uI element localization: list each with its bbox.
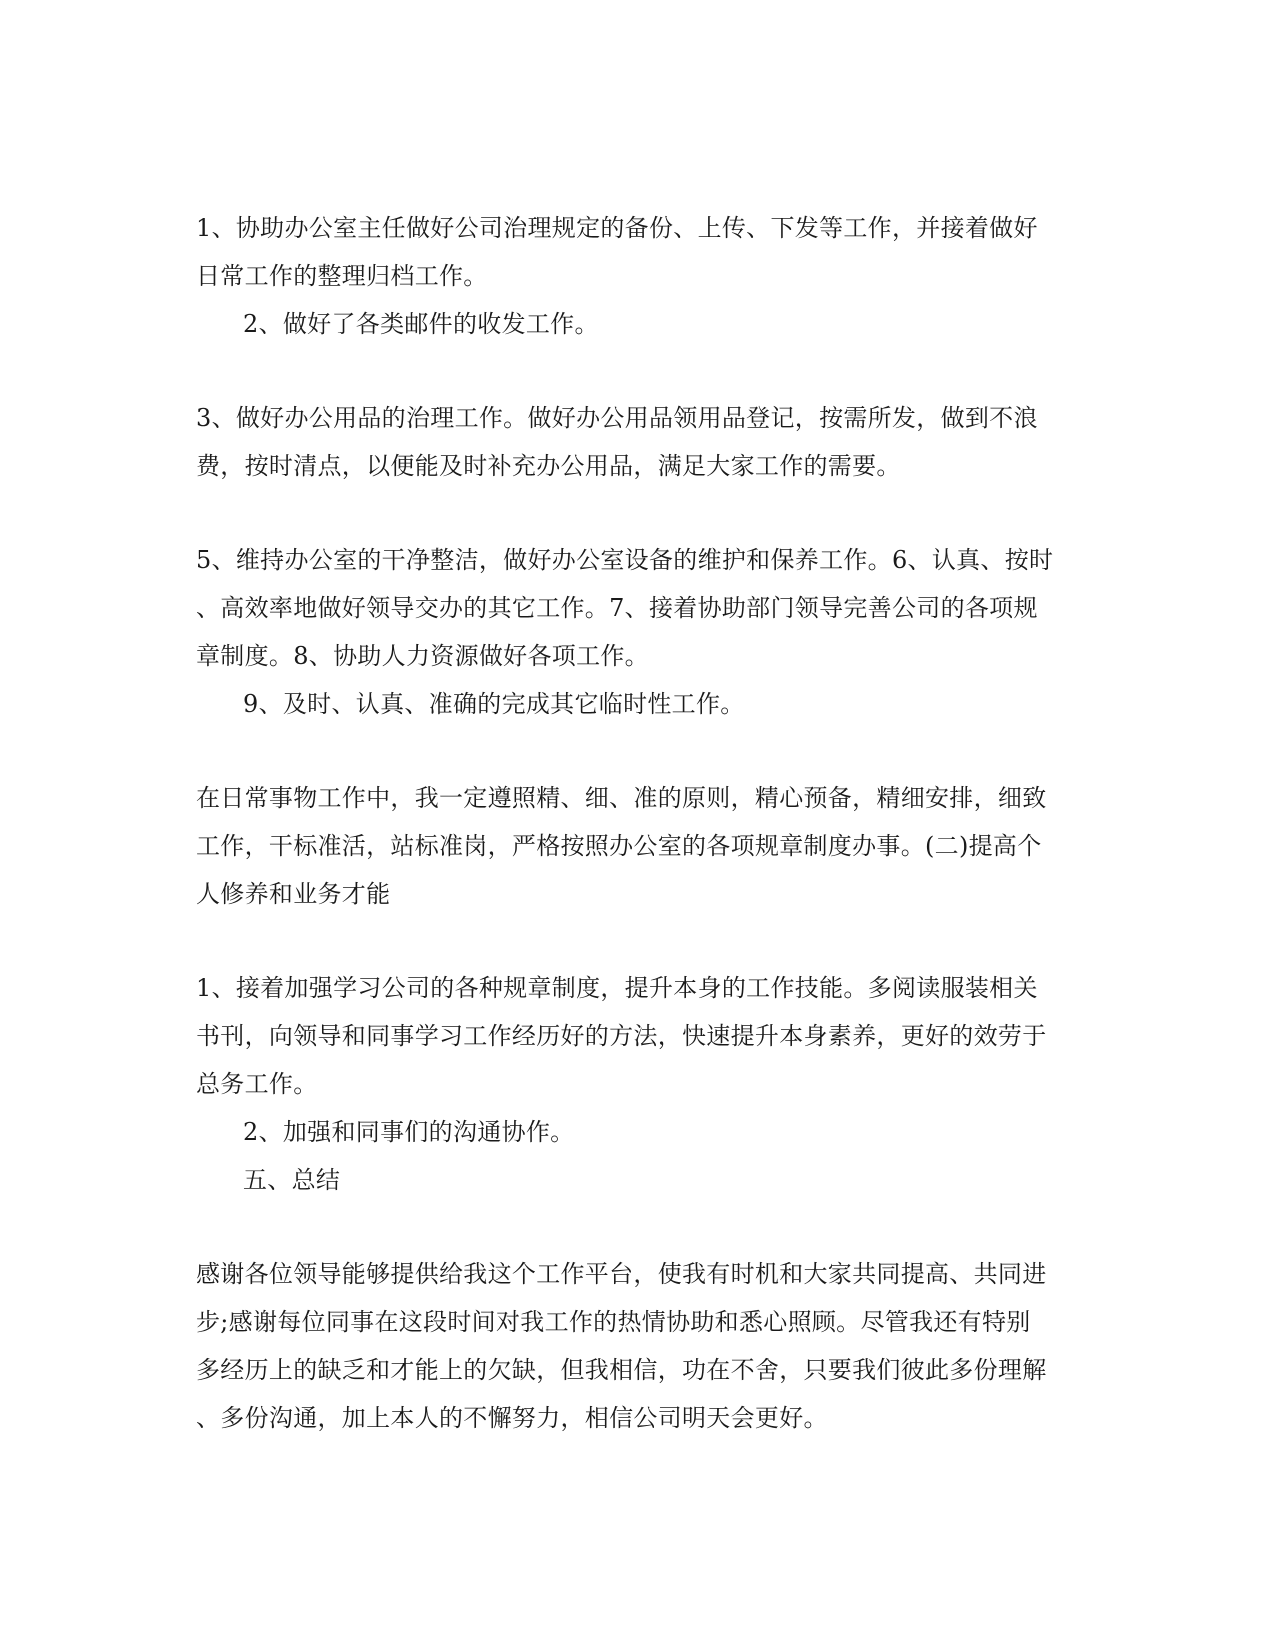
text-line: 章制度。8、协助人力资源做好各项工作。 xyxy=(196,642,649,670)
text-line: 9、及时、认真、准确的完成其它临时性工作。 xyxy=(243,690,745,718)
text-line: 5、维持办公室的干净整洁，做好办公室设备的维护和保养工作。6、认真、按时 xyxy=(196,546,1054,574)
text-line: 步;感谢每位同事在这段时间对我工作的热情协助和悉心照顾。尽管我还有特别 xyxy=(196,1308,1031,1336)
text-line: 、多份沟通，加上本人的不懈努力，相信公司明天会更好。 xyxy=(196,1404,828,1432)
text-line: 总务工作。 xyxy=(196,1070,318,1098)
text-line: 、高效率地做好领导交办的其它工作。7、接着协助部门领导完善公司的各项规 xyxy=(196,594,1038,622)
section-heading: 五、总结 xyxy=(243,1166,341,1194)
text-line: 工作，干标准活，站标准岗，严格按照办公室的各项规章制度办事。(二)提高个 xyxy=(196,832,1042,860)
text-line: 人修养和业务才能 xyxy=(196,880,391,908)
text-line: 在日常事物工作中，我一定遵照精、细、准的原则，精心预备，精细安排，细致 xyxy=(196,784,1047,812)
text-line: 多经历上的缺乏和才能上的欠缺，但我相信，功在不舍，只要我们彼此多份理解 xyxy=(196,1356,1047,1384)
text-line: 1、接着加强学习公司的各种规章制度，提升本身的工作技能。多阅读服装相关 xyxy=(196,974,1038,1002)
text-line: 2、做好了各类邮件的收发工作。 xyxy=(243,310,599,338)
text-line: 感谢各位领导能够提供给我这个工作平台，使我有时机和大家共同提高、共同进 xyxy=(196,1260,1047,1288)
text-line: 费，按时清点，以便能及时补充办公用品，满足大家工作的需要。 xyxy=(196,452,901,480)
text-line: 3、做好办公用品的治理工作。做好办公用品领用品登记，按需所发，做到不浪 xyxy=(196,404,1038,432)
text-line: 书刊，向领导和同事学习工作经历好的方法，快速提升本身素养，更好的效劳于 xyxy=(196,1022,1047,1050)
text-line: 日常工作的整理归档工作。 xyxy=(196,262,488,290)
text-line: 2、加强和同事们的沟通协作。 xyxy=(243,1118,575,1146)
text-line: 1、协助办公室主任做好公司治理规定的备份、上传、下发等工作，并接着做好 xyxy=(196,214,1038,242)
